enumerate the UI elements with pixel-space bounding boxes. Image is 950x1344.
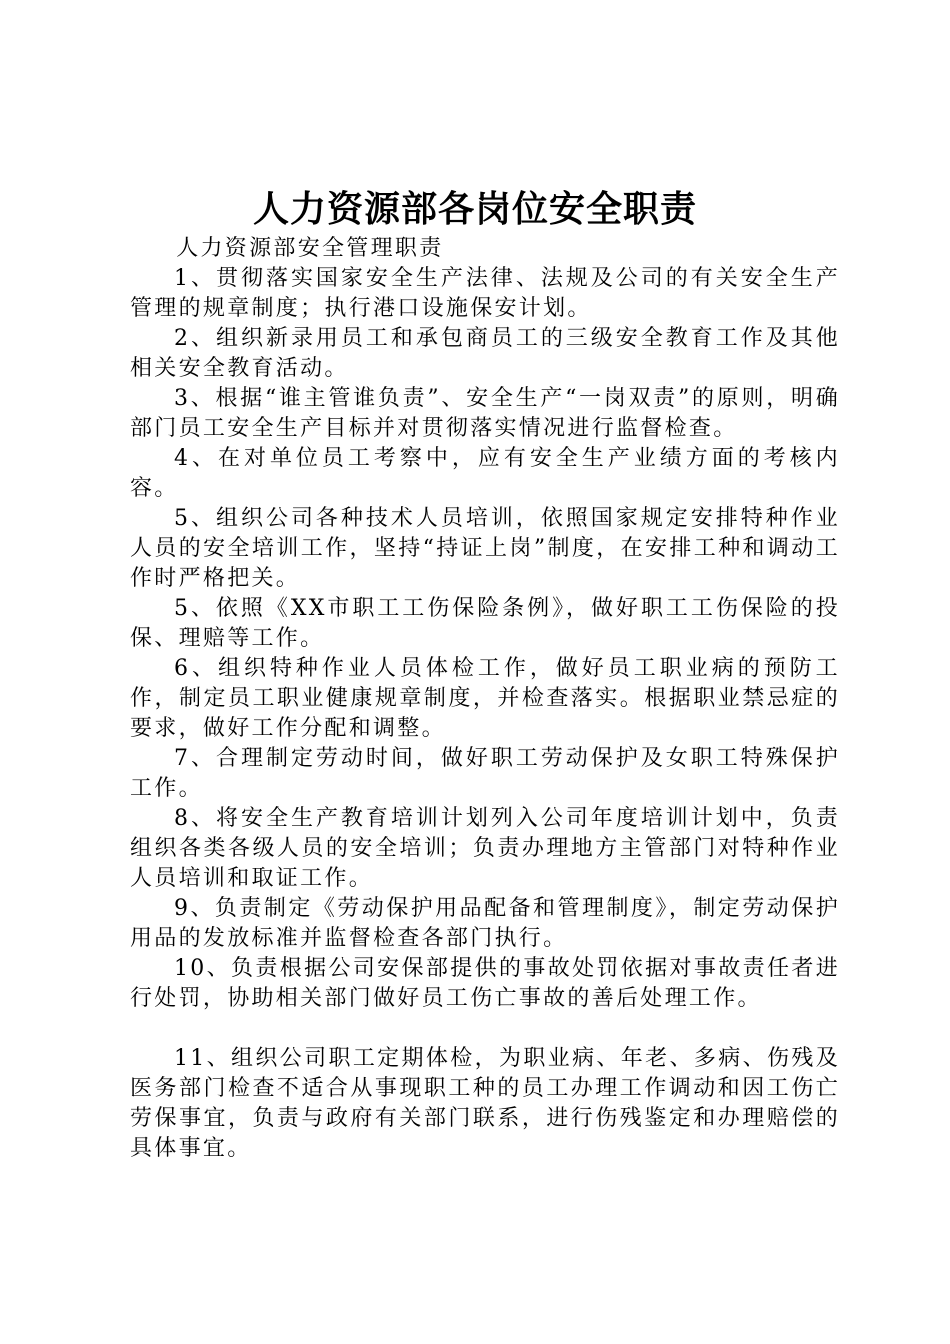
paragraph-2: 2、组织新录用员工和承包商员工的三级安全教育工作及其他相关安全教育活动。 xyxy=(130,326,840,381)
paragraph-6: 6、组织特种作业人员体检工作，做好员工职业病的预防工作，制定员工职业健康规章制度，并检查落实。根据职业禁忌症的要求，做好工作分配和调整。 xyxy=(130,656,840,741)
document-body xyxy=(130,234,840,1164)
paragraph-1: 1、贯彻落实国家安全生产法律、法规及公司的有关安全生产管理的规章制度；执行港口设施保安计划。 xyxy=(130,266,840,321)
paragraph-11: 11、组织公司职工定期体检，为职业病、年老、多病、伤残及医务部门检查不适合从事现职工种的员工办理工作调动和因工伤亡劳保事宜，负责与政府有关部门联系，进行伤残鉴定和办理赔偿的具体事宜。 xyxy=(130,1046,840,1161)
paragraph-5b: 5、依照《XX市职工工伤保险条例》，做好职工工伤保险的投保、理赔等工作。 xyxy=(130,596,840,651)
paragraph-4: 4、在对单位员工考察中，应有安全生产业绩方面的考核内容。 xyxy=(130,446,840,501)
paragraph-8: 8、将安全生产教育培训计划列入公司年度培训计划中，负责组织各类各级人员的安全培训；负责办理地方主管部门对特种作业人员培训和取证工作。 xyxy=(130,806,840,891)
page-title: 人力资源部各岗位安全职责 xyxy=(252,189,697,230)
section-subheading: 人力资源部安全管理职责 xyxy=(176,236,444,261)
paragraph-spacer xyxy=(130,1014,840,1044)
paragraph-10: 10、负责根据公司安保部提供的事故处罚依据对事故责任者进行处罚，协助相关部门做好员工伤亡事故的善后处理工作。 xyxy=(130,956,840,1011)
paragraph-7: 7、合理制定劳动时间，做好职工劳动保护及女职工特殊保护工作。 xyxy=(130,746,840,801)
paragraph-3: 3、根据“谁主管谁负责”、安全生产“一岗双责”的原则，明确部门员工安全生产目标并对贯彻落实情况进行监督检查。 xyxy=(130,386,840,441)
paragraph-5: 5、组织公司各种技术人员培训，依照国家规定安排特种作业人员的安全培训工作，坚持“持证上岗”制度，在安排工种和调动工作时严格把关。 xyxy=(130,506,840,591)
paragraph-9: 9、负责制定《劳动保护用品配备和管理制度》，制定劳动保护用品的发放标准并监督检查各部门执行。 xyxy=(130,896,840,951)
